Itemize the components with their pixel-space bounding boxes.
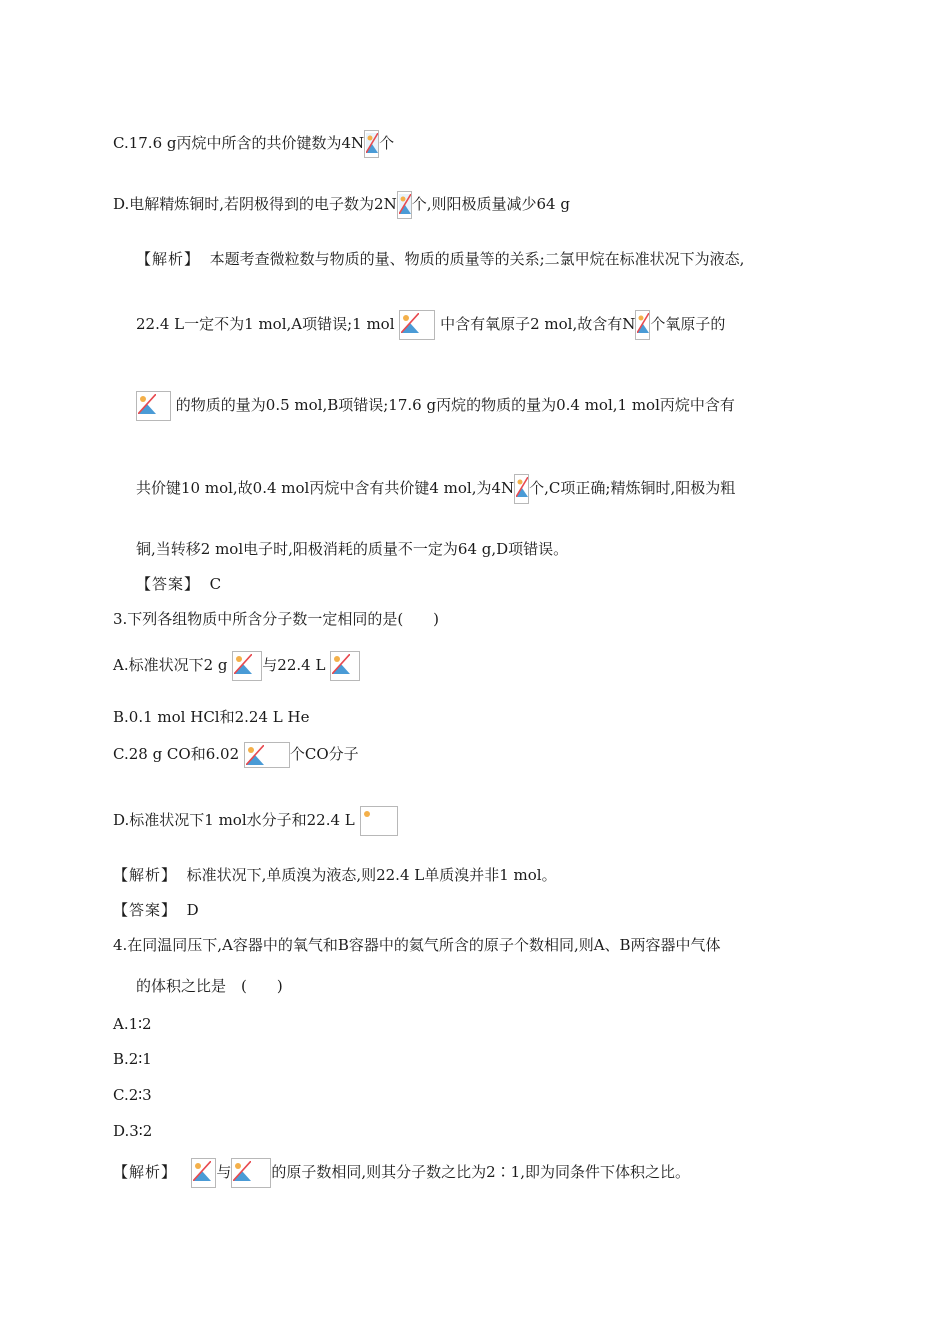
- q2-answer: [136, 574, 221, 594]
- q4-option-b: B.2∶1: [113, 1050, 152, 1068]
- q4-stem-line-1: 4.在同温同压下,A容器中的氧气和B容器中的氦气所含的原子个数相同,则A、B两容器中气体: [113, 936, 721, 954]
- q2-analysis-line-1: 【解析】 本题考查微粒数与物质的量、物质的质量等的关系;二氯甲烷在标准状况下为液态,: [136, 250, 745, 268]
- q3-analysis: 【解析】 标准状况下,单质溴为液态,则22.4 L单质溴并非1 mol。: [113, 866, 557, 884]
- q4-option-a: A.1∶2: [113, 1015, 152, 1033]
- broken-image-icon: [191, 1158, 216, 1188]
- q3-option-c: C.28 g CO和6.02 个CO分子: [113, 742, 359, 768]
- q4-analysis: 【解析】 与 的原子数相同,则其分子数之比为2∶1,即为同条件下体积之比。: [113, 1158, 690, 1188]
- broken-image-icon: [514, 474, 529, 504]
- broken-image-icon: [399, 310, 435, 340]
- q3-answer: [113, 900, 199, 920]
- q2-option-d: D.电解精炼铜时,若阴极得到的电子数为2N 个,则阳极质量减少64 g: [113, 191, 570, 219]
- broken-image-icon: [231, 1158, 271, 1188]
- q4-option-c: C.2∶3: [113, 1086, 152, 1104]
- answer-value: D: [186, 901, 199, 919]
- answer-label: 【答案】: [136, 575, 201, 593]
- broken-image-icon: [330, 651, 360, 681]
- analysis-label: 【解析】: [113, 1163, 178, 1181]
- q2-analysis-line-5: 铜,当转移2 mol电子时,阳极消耗的质量不一定为64 g,D项错误。: [136, 540, 569, 558]
- analysis-label: 【解析】: [136, 250, 201, 268]
- analysis-label: 【解析】: [113, 866, 178, 884]
- q4-option-d: D.3∶2: [113, 1122, 153, 1140]
- q3-option-b: B.0.1 mol HCl和2.24 L He: [113, 708, 310, 726]
- broken-image-icon: [360, 806, 398, 836]
- q2-analysis-line-2: 22.4 L一定不为1 mol,A项错误;1 mol 中含有氧原子2 mol,故含有N 个氧原子的: [136, 310, 725, 340]
- q3-option-d: D.标准状况下1 mol水分子和22.4 L: [113, 806, 398, 836]
- q3-option-a: A.标准状况下2 g 与22.4 L: [113, 651, 360, 681]
- answer-label: 【答案】: [113, 901, 178, 919]
- broken-image-icon: [244, 742, 290, 768]
- broken-image-icon: [136, 391, 171, 421]
- q2-analysis-line-4: 共价键10 mol,故0.4 mol丙烷中含有共价键4 mol,为4N 个,C项正确;精炼铜时,阳极为粗: [136, 474, 735, 504]
- broken-image-icon: [364, 130, 379, 158]
- broken-image-icon: [635, 310, 650, 340]
- q2-option-c: C.17.6 g丙烷中所含的共价键数为4N 个: [113, 130, 394, 158]
- q4-stem-line-2: 的体积之比是 ( ): [136, 977, 283, 995]
- q2-analysis-line-3: 的物质的量为0.5 mol,B项错误;17.6 g丙烷的物质的量为0.4 mol,1 mol丙烷中含有: [136, 391, 735, 421]
- q3-stem: 3.下列各组物质中所含分子数一定相同的是( ): [113, 610, 440, 628]
- broken-image-icon: [232, 651, 262, 681]
- broken-image-icon: [397, 191, 412, 219]
- answer-value: C: [209, 575, 222, 593]
